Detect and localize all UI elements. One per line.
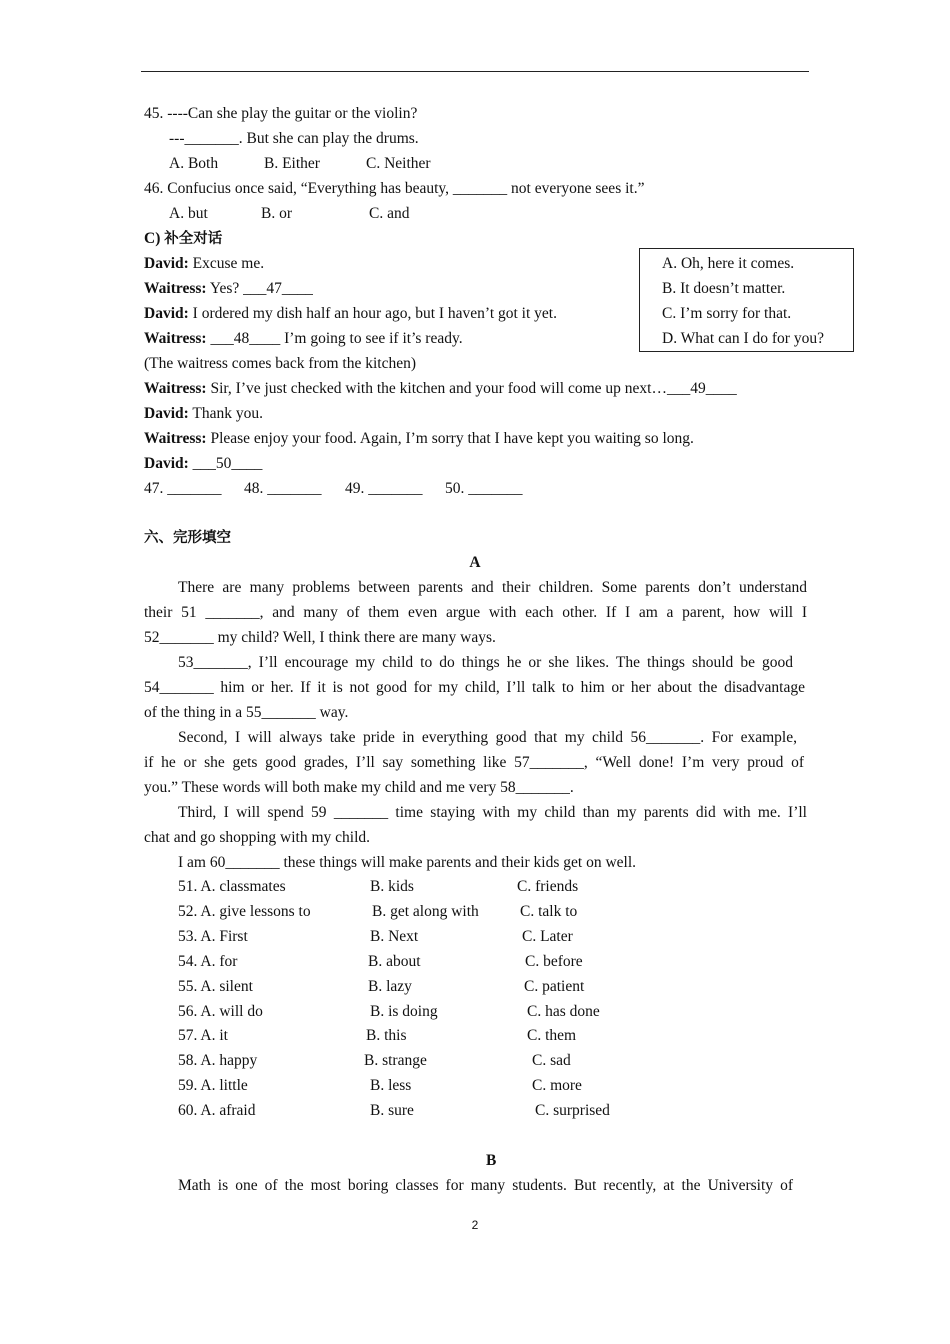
dialogue-speaker: Waitress:: [144, 330, 207, 347]
dialogue-option-d: D. What can I do for you?: [662, 330, 824, 347]
answer-blank-48[interactable]: 48. _______: [244, 480, 322, 497]
cloze-option-a: 54. A. for: [178, 953, 238, 970]
q45-option-a: A. Both: [169, 155, 219, 172]
dialogue-text: Yes? ___47____: [206, 280, 313, 297]
dialogue-speaker: Waitress:: [144, 430, 207, 447]
dialogue-line: [144, 379, 737, 399]
dialogue-text: ___48____ I’m going to see if it’s ready.: [206, 330, 463, 347]
cloze-option-c: C. more: [532, 1077, 582, 1094]
cloze-option-b: B. is doing: [370, 1003, 438, 1020]
dialogue-line: [144, 304, 557, 324]
passage-a-line: There are many problems between parents and their children. Some parents don’t understand: [178, 579, 807, 596]
dialogue-option-a: A. Oh, here it comes.: [662, 255, 795, 272]
cloze-option-a: 58. A. happy: [178, 1052, 258, 1069]
passage-a-line: 54_______ him or her. If it is not good for my child, I’ll talk to him or her about the disadvantage: [144, 679, 805, 696]
section-six-heading: 六、完形填空: [144, 530, 231, 546]
cloze-option-a: 52. A. give lessons to: [178, 903, 311, 920]
dialogue-line: [144, 429, 694, 449]
cloze-option-c: C. has done: [527, 1003, 600, 1020]
dialogue-line: [144, 404, 263, 424]
dialogue-speaker: David:: [144, 255, 189, 272]
q45-option-c: C. Neither: [366, 155, 431, 172]
cloze-option-c: C. sad: [532, 1052, 571, 1069]
dialogue-line: [144, 454, 262, 474]
dialogue-options-box: [639, 248, 854, 352]
cloze-option-b: B. about: [368, 953, 421, 970]
dialogue-text: Thank you.: [188, 405, 263, 422]
cloze-option-c: C. Later: [522, 928, 573, 945]
cloze-option-c: C. talk to: [520, 903, 578, 920]
passage-a-line: 52_______ my child? Well, I think there are many ways.: [144, 629, 496, 646]
dialogue-text: ___50____: [188, 455, 263, 472]
q45-option-b: B. Either: [264, 155, 320, 172]
q46-stem: 46. Confucius once said, “Everything has beauty, _______ not everyone sees it.”: [144, 180, 645, 197]
dialogue-line: [144, 254, 264, 274]
answer-blank-47[interactable]: 47. _______: [144, 480, 222, 497]
cloze-option-b: B. less: [370, 1077, 412, 1094]
cloze-option-a: 59. A. little: [178, 1077, 248, 1094]
page-number: 2: [471, 1218, 479, 1232]
passage-a-line: Third, I will spend 59 _______ time staying with my child than my parents did with me. I’ll: [178, 804, 807, 821]
cloze-option-b: B. strange: [364, 1052, 427, 1069]
dialogue-speaker: David:: [144, 455, 189, 472]
cloze-option-a: 57. A. it: [178, 1027, 228, 1044]
passage-a-line: you.” These words will both make my child and me very 58_______.: [144, 779, 574, 796]
cloze-option-b: B. kids: [370, 878, 414, 895]
q45-reply: ---_______. But she can play the drums.: [169, 130, 419, 147]
dialogue-option-b: B. It doesn’t matter.: [662, 280, 786, 297]
q46-option-a: A. but: [169, 205, 208, 222]
section-c-heading: [144, 229, 222, 249]
dialogue-speaker: Waitress:: [144, 380, 207, 397]
section-c-title: 补全对话: [164, 231, 223, 247]
passage-a-line: 53_______, I’ll encourage my child to do things he or she likes. The things should be good: [178, 654, 793, 671]
cloze-option-c: C. before: [525, 953, 583, 970]
passage-b-label: B: [486, 1152, 497, 1169]
passage-a-line: Second, I will always take pride in everything good that my child 56_______. For example,: [178, 729, 797, 746]
dialogue-speaker: Waitress:: [144, 280, 207, 297]
cloze-option-b: B. Next: [370, 928, 419, 945]
passage-b-line: Math is one of the most boring classes for many students. But recently, at the University of: [178, 1177, 793, 1194]
cloze-option-b: B. lazy: [368, 978, 412, 995]
header-rule: [141, 71, 809, 72]
dialogue-line: [144, 329, 463, 349]
dialogue-text: I ordered my dish half an hour ago, but I haven’t got it yet.: [188, 305, 557, 322]
q46-option-c: C. and: [369, 205, 410, 222]
passage-a-label: A: [469, 554, 481, 571]
answer-blank-49[interactable]: 49. _______: [345, 480, 423, 497]
cloze-option-a: 53. A. First: [178, 928, 248, 945]
cloze-option-b: B. this: [366, 1027, 407, 1044]
passage-a-line: chat and go shopping with my child.: [144, 829, 371, 846]
passage-a-line: I am 60_______ these things will make parents and their kids get on well.: [178, 854, 637, 871]
cloze-option-c: C. surprised: [535, 1102, 610, 1119]
dialogue-option-c: C. I’m sorry for that.: [662, 305, 792, 322]
cloze-option-c: C. friends: [517, 878, 579, 895]
cloze-option-a: 51. A. classmates: [178, 878, 286, 895]
cloze-option-a: 60. A. afraid: [178, 1102, 256, 1119]
dialogue-speaker: David:: [144, 405, 189, 422]
passage-a-line: of the thing in a 55_______ way.: [144, 704, 349, 721]
cloze-option-a: 55. A. silent: [178, 978, 253, 995]
cloze-option-c: C. them: [527, 1027, 577, 1044]
dialogue-stage-direction: [144, 354, 416, 374]
dialogue-speaker: David:: [144, 305, 189, 322]
passage-a-line: if he or she gets good grades, I’ll say something like 57_______, “Well done! I’m very proud of: [144, 754, 804, 771]
dialogue-text: (The waitress comes back from the kitchen): [144, 355, 417, 372]
answer-blank-50[interactable]: 50. _______: [445, 480, 523, 497]
q45-stem: 45. ----Can she play the guitar or the violin?: [144, 105, 418, 122]
section-c-letter: C): [144, 230, 161, 247]
dialogue-line: [144, 279, 313, 299]
cloze-option-b: B. sure: [370, 1102, 414, 1119]
dialogue-text: Excuse me.: [188, 255, 265, 272]
dialogue-text: Sir, I’ve just checked with the kitchen and your food will come up next…___49____: [206, 380, 737, 397]
passage-a-line: their 51 _______, and many of them even argue with each other. If I am a parent, how will I: [144, 604, 807, 621]
cloze-option-a: 56. A. will do: [178, 1003, 263, 1020]
dialogue-text: Please enjoy your food. Again, I’m sorry that I have kept you waiting so long.: [206, 430, 694, 447]
cloze-option-c: C. patient: [524, 978, 585, 995]
q46-option-b: B. or: [261, 205, 292, 222]
cloze-option-b: B. get along with: [372, 903, 479, 920]
